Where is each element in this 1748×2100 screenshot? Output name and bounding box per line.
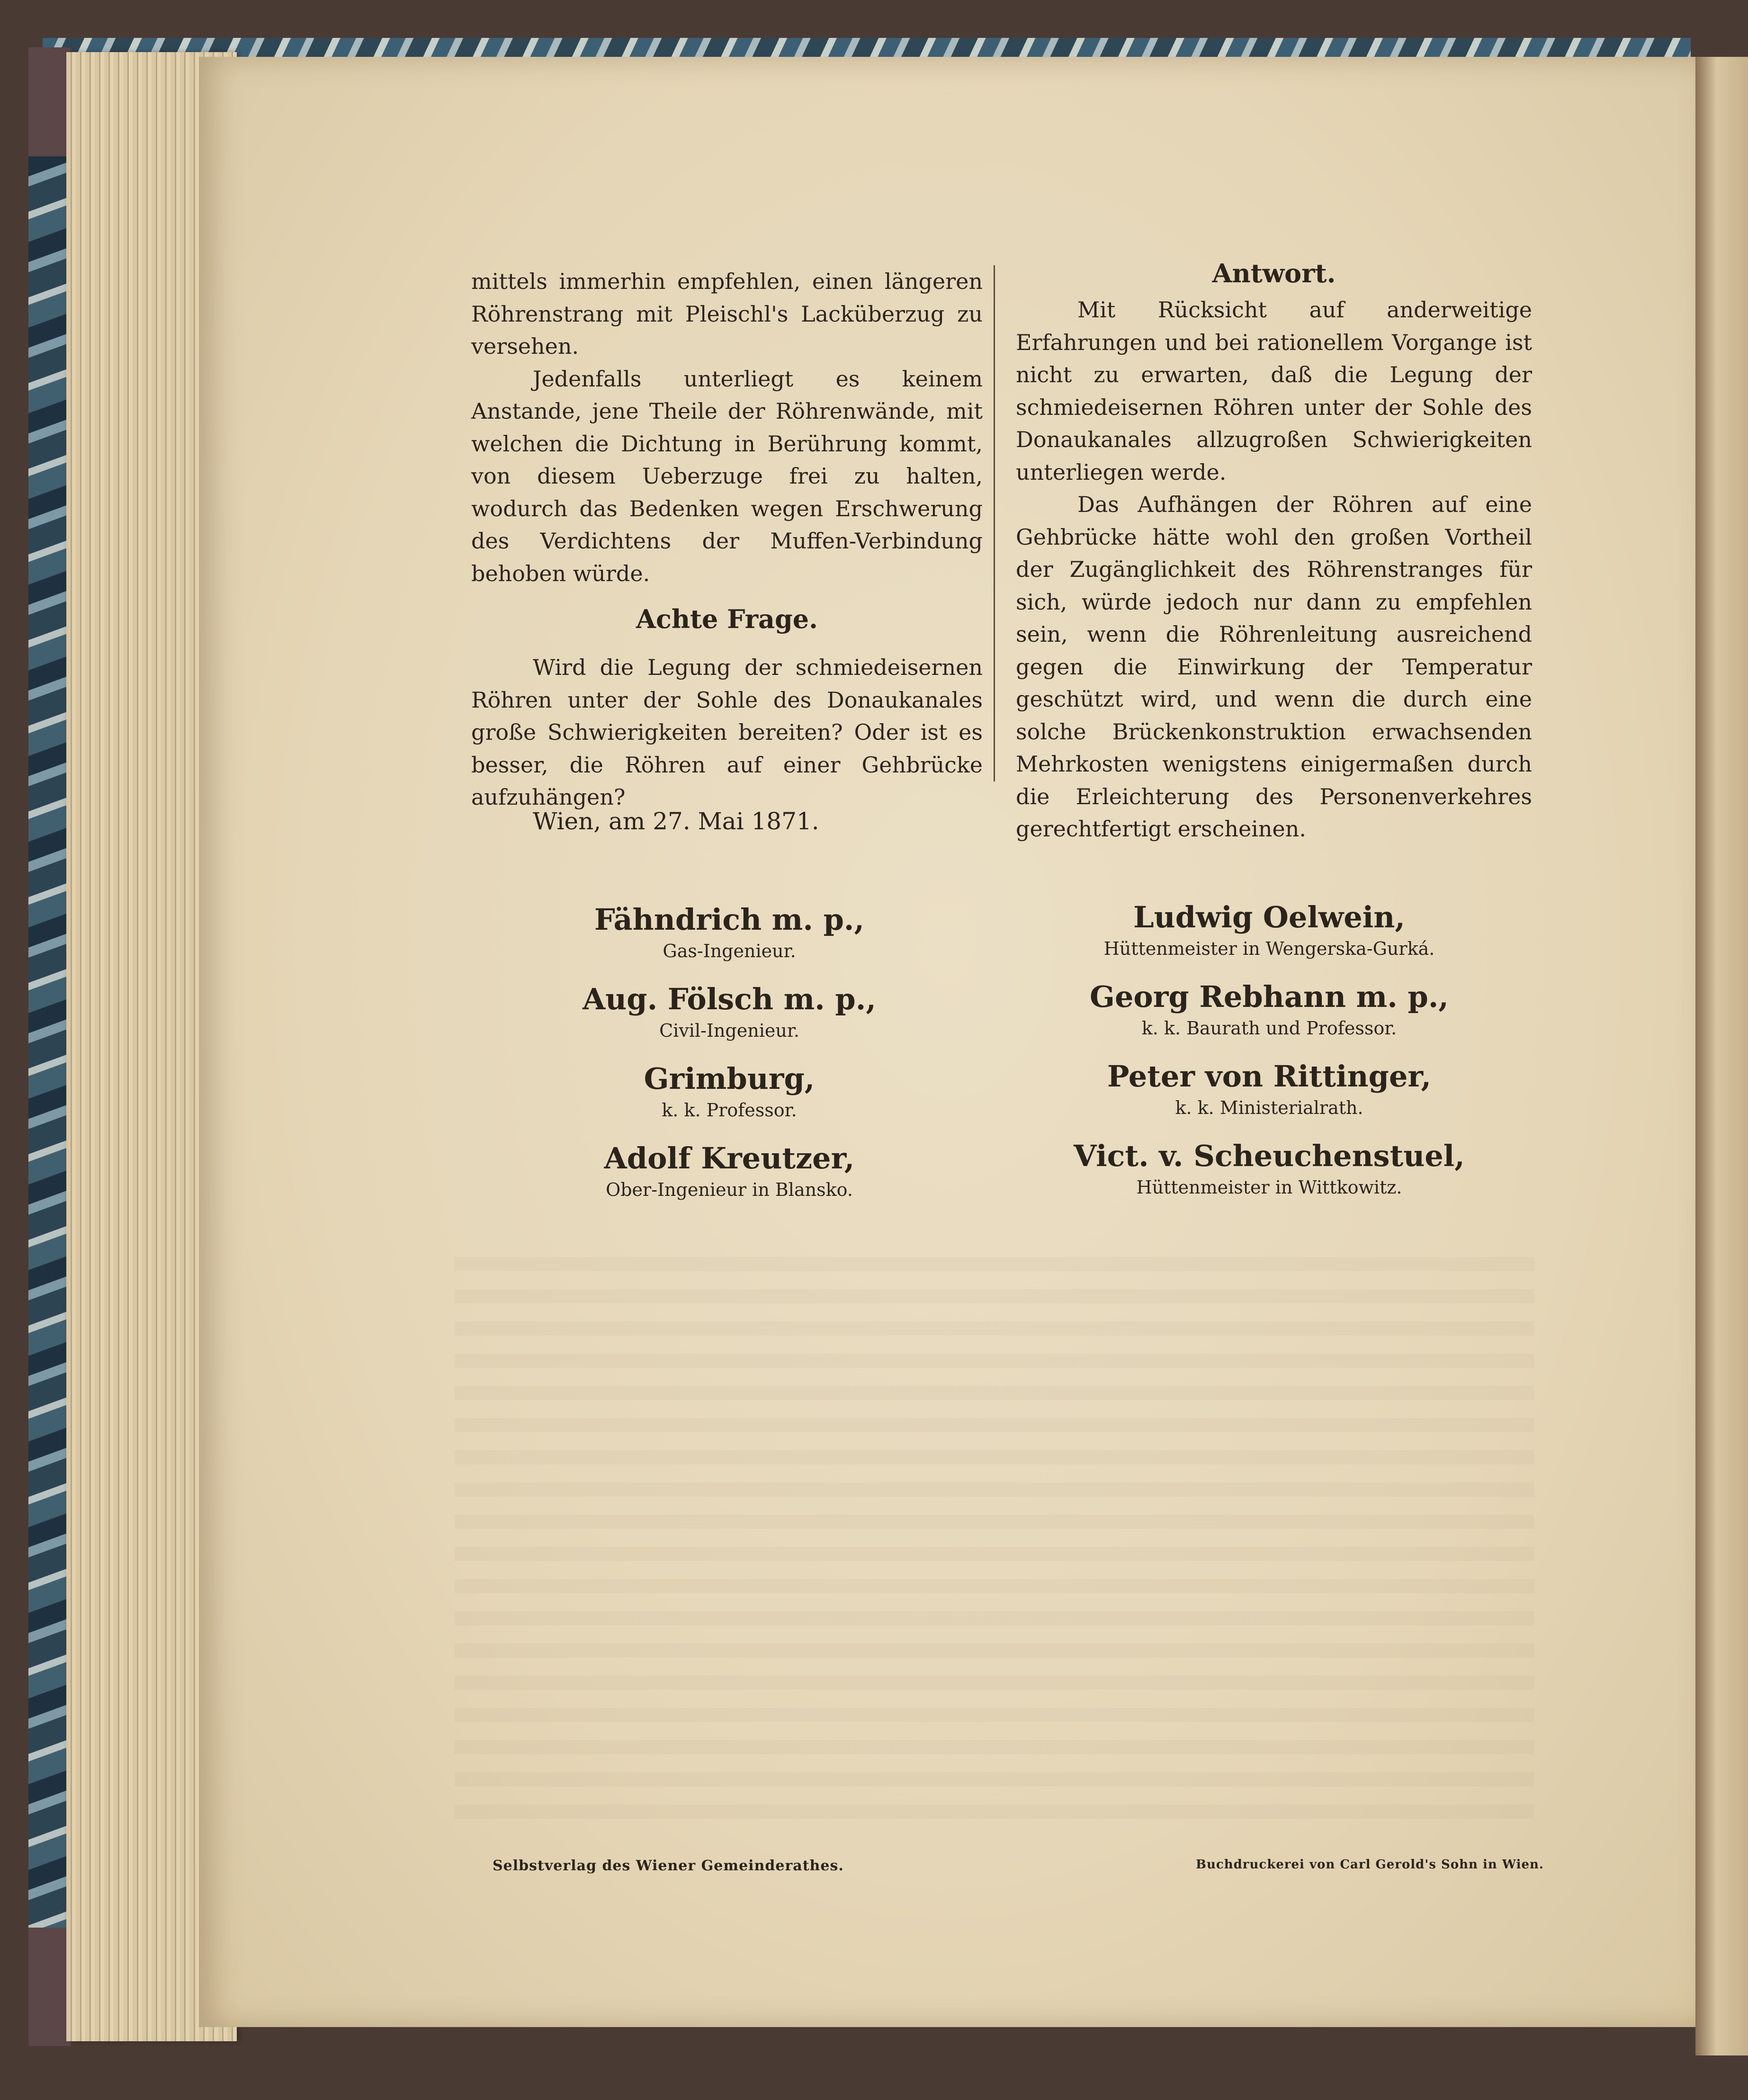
- signature-block: [516, 979, 942, 1042]
- signature-block: [1056, 977, 1482, 1040]
- question-paragraph: Wird die Legung der schmiedeisernen Röhren unter der Sohle des Donaukanales große Schwierigkeiten bereiten? Oder ist es besser, die Röhren auf einer Gehbrücke aufzuhängen?: [471, 655, 983, 810]
- signature-name: Adolf Kreutzer,: [604, 1141, 855, 1176]
- question-text-block: [471, 651, 983, 814]
- signature-block: [1056, 1057, 1482, 1119]
- answer-paragraph-1: Mit Rücksicht auf anderweitige Erfahrungen und bei rationellem Vorgange ist nicht zu erwarten, daß die Legung der schmiedeisernen Röhren unter der Sohle des Donaukanales allzugroßen Schwierigkeiten unterliegen werde.: [1016, 297, 1532, 485]
- left-paragraph-2: Jedenfalls unterliegt es keinem Anstande, jene Theile der Röhrenwände, mit welchen die Dichtung in Berührung kommt, von diesem Ueberzuge frei zu halten, wodurch das Bedenken wegen Erschwerung des Verdichtens der Muffen-Verbindung behoben würde.: [471, 366, 983, 586]
- dateline: Wien, am 27. Mai 1871.: [533, 808, 819, 835]
- publisher-imprint: Selbstverlag des Wiener Gemeinderathes.: [493, 1858, 844, 1874]
- signature-block: [516, 1059, 942, 1122]
- marbled-board-edge: [28, 156, 71, 1928]
- signature-name: Peter von Rittinger,: [1107, 1059, 1432, 1094]
- question-heading: Achte Frage.: [636, 604, 818, 634]
- signature-title: k. k. Ministerialrath.: [1175, 1097, 1363, 1118]
- signature-name: Vict. v. Scheuchenstuel,: [1074, 1139, 1465, 1173]
- signature-block: [1056, 1136, 1482, 1199]
- signature-title: Ober-Ingenieur in Blansko.: [606, 1179, 853, 1200]
- answer-paragraph-2: Das Aufhängen der Röhren auf eine Gehbrücke hätte wohl den großen Vortheil der Zugänglichkeit des Röhrenstranges für sich, würde jedoch nur dann zu empfehlen sein, wenn die Röhrenleitung ausreichend gegen die Einwirkung der Temperatur geschützt wird, und wenn die durch eine solche Brückenkonstruktion erwachsenden Mehrkosten wenigstens einigermaßen durch die Erleichterung des Personenverkehres gerechtfertigt erscheinen.: [1016, 492, 1532, 842]
- signature-block: [1056, 897, 1482, 960]
- signature-title: Gas-Ingenieur.: [663, 941, 796, 961]
- signature-block: [516, 900, 942, 962]
- answer-heading: Antwort.: [1212, 258, 1336, 288]
- leather-binding-bottom: [28, 1928, 71, 2046]
- column-divider: [994, 265, 995, 781]
- right-column: [1016, 294, 1532, 845]
- left-paragraph-1: mittels immerhin empfehlen, einen längeren Röhrenstrang mit Pleischl's Lacküberzug zu versehen.: [471, 269, 983, 359]
- printer-imprint: Buchdruckerei von Carl Gerold's Sohn in Wien.: [1196, 1858, 1544, 1872]
- signature-title: Hüttenmeister in Wengerska-Gurká.: [1103, 938, 1435, 959]
- signature-title: k. k. Professor.: [662, 1100, 797, 1121]
- signature-name: Fähndrich m. p.,: [594, 902, 865, 937]
- signature-title: Civil-Ingenieur.: [659, 1020, 799, 1041]
- leather-binding-top: [28, 47, 71, 156]
- signature-title: k. k. Baurath und Professor.: [1141, 1018, 1397, 1039]
- signature-block: [516, 1139, 942, 1201]
- signature-name: Ludwig Oelwein,: [1133, 900, 1405, 934]
- facing-page-edge: [1695, 57, 1748, 2055]
- signature-name: Georg Rebhann m. p.,: [1090, 979, 1449, 1014]
- signature-name: Aug. Fölsch m. p.,: [583, 982, 876, 1016]
- left-column: [471, 265, 983, 590]
- bleed-through-text: [455, 1250, 1534, 1819]
- signature-title: Hüttenmeister in Wittkowitz.: [1136, 1177, 1402, 1198]
- signature-name: Grimburg,: [644, 1061, 815, 1096]
